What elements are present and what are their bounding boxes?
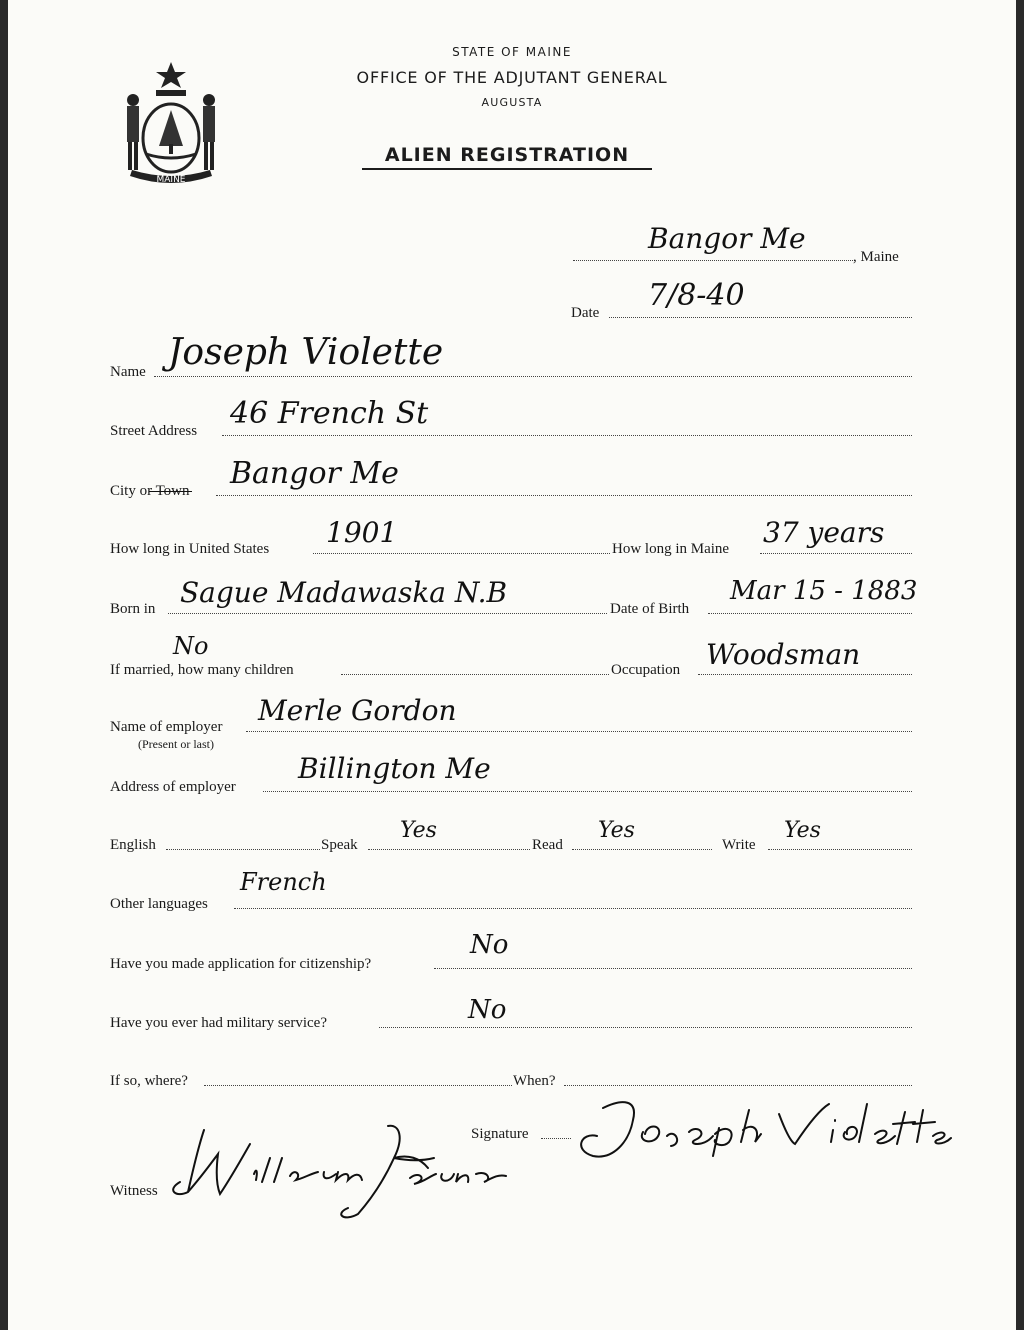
if-so-where-label: If so, where? (110, 1073, 188, 1089)
maine-label: , Maine (853, 249, 899, 265)
occupation-label: Occupation (611, 662, 681, 678)
witness-label: Witness (110, 1183, 158, 1199)
when-line (564, 1085, 912, 1086)
citizenship-label: Have you made application for citizenship? (110, 956, 372, 972)
town-struck: r Town (147, 483, 190, 499)
place-value: Bangor Me (648, 222, 806, 255)
place-line (573, 260, 855, 261)
employer-address-line (263, 791, 912, 792)
signature-label: Signature (471, 1126, 529, 1142)
employer-address-value: Billington Me (298, 752, 491, 785)
form-title: ALIEN REGISTRATION (362, 144, 652, 170)
write-label: Write (722, 837, 756, 853)
city-heading: AUGUSTA (481, 96, 543, 109)
svg-text:MAINE: MAINE (156, 175, 186, 185)
street-line (222, 435, 912, 436)
born-in-label: Born in (110, 601, 156, 617)
years-maine-line (760, 553, 912, 554)
years-maine-value: 37 years (763, 516, 885, 549)
name-label: Name (110, 364, 146, 380)
speak-value: Yes (400, 818, 437, 843)
married-value: No (173, 632, 209, 660)
military-line (379, 1027, 912, 1028)
read-label: Read (532, 837, 563, 853)
read-line (572, 849, 712, 850)
street-label: Street Address (110, 423, 198, 439)
years-us-label: How long in United States (110, 541, 270, 557)
dob-value: Mar 15 - 1883 (730, 576, 918, 606)
military-label: Have you ever had military service? (110, 1015, 327, 1031)
when-label: When? (513, 1073, 556, 1089)
write-line (768, 849, 912, 850)
born-in-value: Sague Madawaska N.B (180, 576, 508, 609)
dob-line (708, 613, 912, 614)
state-heading: STATE OF MAINE (452, 45, 572, 59)
witness-signature (158, 1118, 518, 1228)
english-line (166, 849, 320, 850)
read-value: Yes (598, 818, 635, 843)
english-label: English (110, 837, 156, 853)
employer-address-label: Address of employer (110, 779, 236, 795)
city-value: Bangor Me (230, 456, 399, 491)
date-value: 7/8-40 (648, 278, 745, 313)
city-label: City or Town (110, 483, 190, 499)
married-line (341, 674, 609, 675)
dob-label: Date of Birth (610, 601, 690, 617)
speak-line (368, 849, 530, 850)
married-label: If married, how many children (110, 662, 294, 678)
if-so-where-line (204, 1085, 512, 1086)
street-value: 46 French St (230, 396, 429, 431)
city-line (216, 495, 912, 496)
other-languages-label: Other languages (110, 896, 208, 912)
years-us-value: 1901 (326, 516, 398, 549)
employer-label: Name of employer (110, 719, 223, 735)
citizenship-line (434, 968, 912, 969)
name-line (154, 376, 912, 377)
applicant-signature (563, 1090, 953, 1170)
born-in-line (168, 613, 607, 614)
military-value: No (468, 995, 507, 1025)
years-maine-label: How long in Maine (612, 541, 730, 557)
date-line (609, 317, 912, 318)
employer-line (246, 731, 912, 732)
other-languages-line (234, 908, 912, 909)
employer-value: Merle Gordon (258, 694, 457, 727)
employer-sublabel: (Present or last) (138, 737, 214, 751)
registration-form (8, 0, 1016, 1330)
occupation-line (698, 674, 912, 675)
other-languages-value: French (240, 868, 327, 896)
years-us-line (313, 553, 610, 554)
name-value: Joseph Violette (168, 332, 444, 373)
citizenship-value: No (470, 930, 509, 960)
office-heading: OFFICE OF THE ADJUTANT GENERAL (356, 68, 668, 87)
write-value: Yes (784, 818, 821, 843)
date-label: Date (571, 305, 600, 321)
speak-label: Speak (321, 837, 358, 853)
occupation-value: Woodsman (706, 638, 861, 671)
